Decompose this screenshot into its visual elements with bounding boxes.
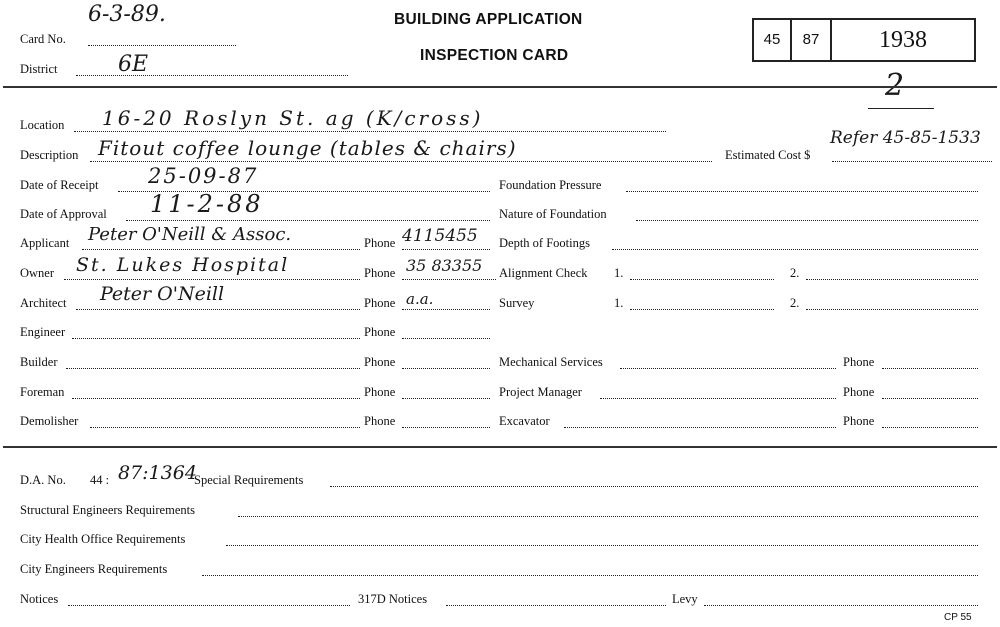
engineer-dots xyxy=(72,338,360,339)
district-dots xyxy=(76,75,348,76)
date-of-approval-dots xyxy=(126,220,490,221)
nature-of-foundation-label: Nature of Foundation xyxy=(499,207,607,221)
date-of-receipt-label: Date of Receipt xyxy=(20,178,99,192)
survey-dots-2 xyxy=(806,309,978,310)
demolisher-phone-label: Phone xyxy=(364,414,396,428)
city-health-office-dots xyxy=(226,545,978,546)
da-number-value: 87:1364 xyxy=(118,462,197,484)
foundation-pressure-label: Foundation Pressure xyxy=(499,178,602,192)
alignment-check-dots-1 xyxy=(630,279,774,280)
da-number-prefix: 44 : xyxy=(90,473,110,487)
district-label: District xyxy=(20,62,58,76)
foreman-phone-label: Phone xyxy=(364,385,396,399)
architect-dots xyxy=(76,309,360,310)
mechanical-services-dots xyxy=(620,368,836,369)
card-number-dots xyxy=(88,45,236,46)
survey-dots-1 xyxy=(630,309,774,310)
alignment-check-num-1: 1. xyxy=(614,266,624,280)
alignment-check-label: Alignment Check xyxy=(499,266,588,280)
owner-dots xyxy=(64,279,360,280)
location-label: Location xyxy=(20,118,65,132)
applicant-label: Applicant xyxy=(20,236,70,250)
notices-317d-dots xyxy=(446,605,666,606)
depth-of-footings-label: Depth of Footings xyxy=(499,236,590,250)
divider-bottom xyxy=(3,446,997,448)
form-subtitle: INSPECTION CARD xyxy=(420,47,569,64)
city-engineers-label: City Engineers Requirements xyxy=(20,562,168,576)
engineer-phone-dots xyxy=(402,338,490,339)
owner-phone-value: 35 83355 xyxy=(406,256,483,275)
excavator-dots xyxy=(564,427,836,428)
date-of-approval-label: Date of Approval xyxy=(20,207,107,221)
description-dots xyxy=(90,161,712,162)
description-value: Fitout coffee lounge (tables & chairs) xyxy=(98,136,517,160)
builder-label: Builder xyxy=(20,355,58,369)
box-below-value: 2 xyxy=(885,68,905,103)
notices-label: Notices xyxy=(20,592,59,606)
architect-phone-dots xyxy=(402,309,490,310)
foreman-phone-dots xyxy=(402,398,490,399)
applicant-value: Peter O'Neill & Assoc. xyxy=(88,224,292,245)
form-code: CP 55 xyxy=(944,612,972,623)
structural-engineers-dots xyxy=(238,516,978,517)
alignment-check-dots-2 xyxy=(806,279,978,280)
architect-phone-value: a.a. xyxy=(406,290,434,308)
demolisher-dots xyxy=(90,427,360,428)
nature-of-foundation-dots xyxy=(636,220,978,221)
excavator-phone-dots xyxy=(882,427,978,428)
estimated-cost-dots xyxy=(832,161,992,162)
card-number-value: 6-3-89. xyxy=(88,2,166,27)
location-value: 16-20 Roslyn St. ag (K/cross) xyxy=(102,106,484,130)
builder-phone-dots xyxy=(402,368,490,369)
description-label: Description xyxy=(20,148,79,162)
depth-of-footings-dots xyxy=(612,249,978,250)
file-number-cell-3: 1938 xyxy=(879,27,927,53)
card-number-label: Card No. xyxy=(20,32,66,46)
owner-phone-label: Phone xyxy=(364,266,396,280)
owner-phone-dots xyxy=(402,279,496,280)
project-manager-dots xyxy=(600,398,836,399)
mechanical-services-phone-label: Phone xyxy=(843,355,875,369)
project-manager-label: Project Manager xyxy=(499,385,582,399)
excavator-label: Excavator xyxy=(499,414,550,428)
applicant-phone-label: Phone xyxy=(364,236,396,250)
special-requirements-dots xyxy=(330,486,978,487)
box-below-underline xyxy=(868,108,934,109)
levy-label: Levy xyxy=(672,592,698,606)
project-manager-phone-dots xyxy=(882,398,978,399)
applicant-phone-value: 4115455 xyxy=(402,226,478,246)
survey-num-1: 1. xyxy=(614,296,624,310)
location-dots xyxy=(74,131,666,132)
demolisher-phone-dots xyxy=(402,427,490,428)
builder-dots xyxy=(66,368,360,369)
survey-num-2: 2. xyxy=(790,296,800,310)
survey-label: Survey xyxy=(499,296,535,310)
notices-dots xyxy=(68,605,350,606)
structural-engineers-label: Structural Engineers Requirements xyxy=(20,503,195,517)
notices-317d-label: 317D Notices xyxy=(358,592,428,606)
refer-note: Refer 45-85-1533 xyxy=(830,128,981,148)
project-manager-phone-label: Phone xyxy=(843,385,875,399)
architect-phone-label: Phone xyxy=(364,296,396,310)
divider-top xyxy=(3,86,997,88)
district-value: 6E xyxy=(118,52,149,77)
architect-value: Peter O'Neill xyxy=(100,283,225,305)
form-title: BUILDING APPLICATION xyxy=(394,11,583,28)
foundation-pressure-dots xyxy=(626,191,978,192)
demolisher-label: Demolisher xyxy=(20,414,79,428)
applicant-phone-dots xyxy=(402,249,490,250)
builder-phone-label: Phone xyxy=(364,355,396,369)
date-of-approval-value: 11-2-88 xyxy=(150,190,264,218)
mechanical-services-label: Mechanical Services xyxy=(499,355,603,369)
city-engineers-dots xyxy=(202,575,978,576)
engineer-label: Engineer xyxy=(20,325,66,339)
foreman-dots xyxy=(72,398,360,399)
owner-value: St. Lukes Hospital xyxy=(76,254,290,276)
architect-label: Architect xyxy=(20,296,67,310)
excavator-phone-label: Phone xyxy=(843,414,875,428)
estimated-cost-label: Estimated Cost $ xyxy=(725,148,811,162)
engineer-phone-label: Phone xyxy=(364,325,396,339)
date-of-receipt-value: 25-09-87 xyxy=(148,164,259,188)
mechanical-services-phone-dots xyxy=(882,368,978,369)
special-requirements-label: Special Requirements xyxy=(194,473,304,487)
file-number-cell-2: 87 xyxy=(792,20,832,60)
foreman-label: Foreman xyxy=(20,385,65,399)
levy-dots xyxy=(704,605,978,606)
applicant-dots xyxy=(82,249,360,250)
city-health-office-label: City Health Office Requirements xyxy=(20,532,186,546)
file-number-box xyxy=(752,18,976,62)
file-number-cell-1: 45 xyxy=(754,20,792,60)
alignment-check-num-2: 2. xyxy=(790,266,800,280)
owner-label: Owner xyxy=(20,266,55,280)
da-number-label: D.A. No. xyxy=(20,473,66,487)
